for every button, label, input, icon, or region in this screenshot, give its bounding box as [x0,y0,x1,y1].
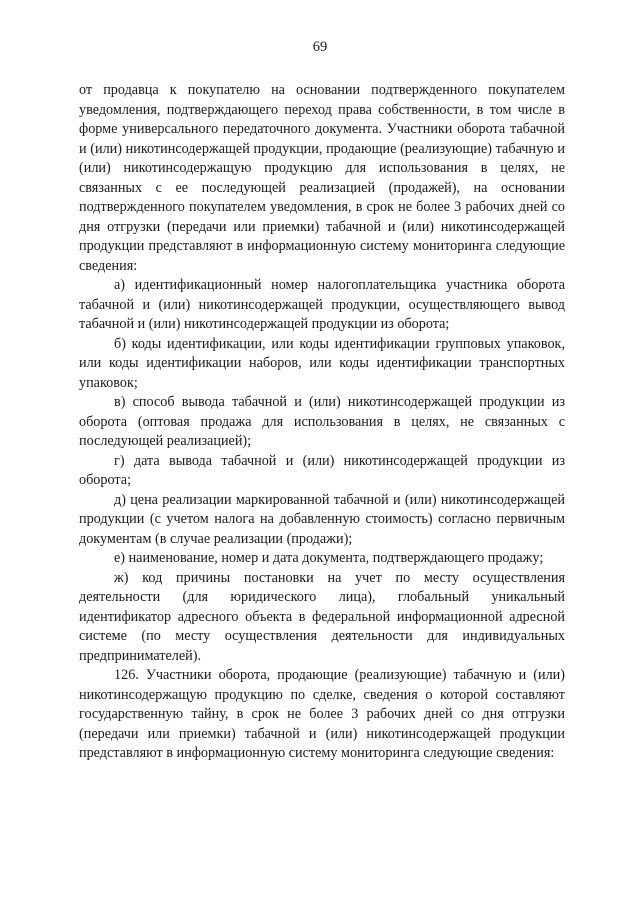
paragraph-item-g: г) дата вывода табачной и (или) никотинсодержащей продукции из оборота; [79,452,565,488]
page-number: 69 [312,39,328,55]
paragraph-item-b: б) коды идентификации, или коды идентификации групповых упаковок, или коды идентификации наборов, или коды идентификации транспортных упаковок; [79,335,565,391]
paragraph-section-126: 126. Участники оборота, продающие (реализующие) табачную и (или) никотинсодержащую продукцию по сделке, сведения о которой составляют государственную тайну, в срок не более 3 рабочих дней со дня отгрузки (передачи или приемки) табачной и (или) никотинсодержащей продукции представляют в информационную систему мониторинга следующие сведения: [79,667,565,761]
paragraph-item-zh: ж) код причины постановки на учет по месту осуществления деятельности (для юридического лица), глобальный уникальный идентификатор адресного объекта в федеральной информационной адресной системе (по месту осуществления деятельности для индивидуальных предпринимателей). [79,569,565,664]
paragraph-item-a: а) идентификационный номер налогоплательщика участника оборота табачной и (или) никотинсодержащей продукции, осуществляющего вывод табачной и (или) никотинсодержащей продукции из оборота; [79,277,565,332]
document-body [79,81,565,764]
paragraph-item-e: е) наименование, номер и дата документа, подтверждающего продажу; [114,550,544,566]
paragraph-intro: от продавца к покупателю на основании подтвержденного покупателем уведомления, подтверждающего переход права собственности, в том числе в форме универсального передаточного документа. Участники оборота табачной и (или) никотинсодержащей продукции, продающие (реализующие) табачную и (или) никотинсодержащую продукцию для использования в целях, не связанных с ее последующей реализацией (продажей), на основании подтвержденного покупателем уведомления, в срок не более 3 рабочих дней со дня отгрузки (передачи или приемки) табачной и (или) никотинсодержащей продукции представляют в информационную систему мониторинга следующие сведения: [79,82,565,274]
paragraph-item-v: в) способ вывода табачной и (или) никотинсодержащей продукции из оборота (оптовая продажа для использования в целях, не связанных с последующей реализацией); [79,394,565,449]
paragraph-item-d: д) цена реализации маркированной табачной и (или) никотинсодержащей продукции (с учетом налога на добавленную стоимость) согласно первичным документам (в случае реализации (продажи); [79,491,565,547]
